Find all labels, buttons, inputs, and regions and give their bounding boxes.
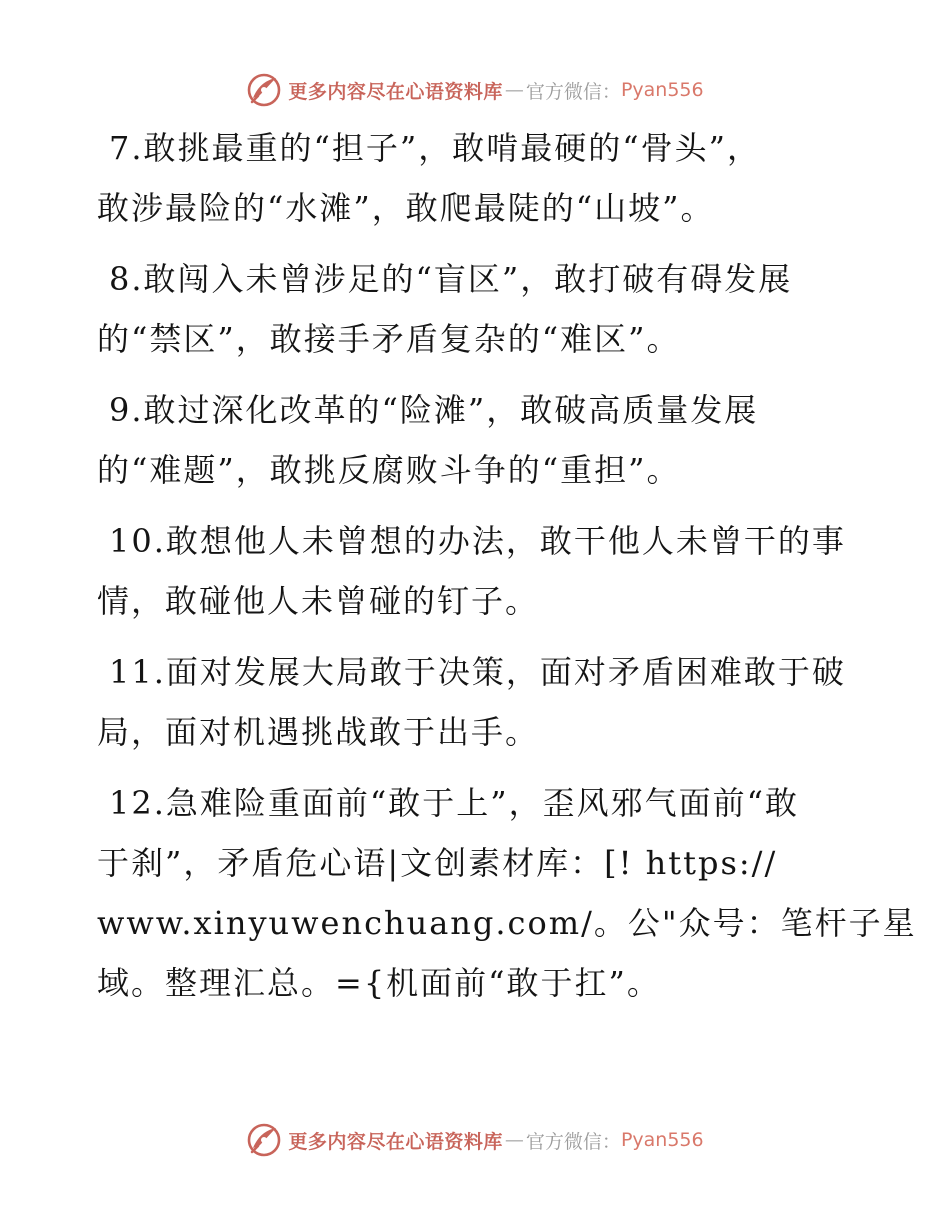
item-line-link: www.xinyuwenchuang.com/。公"众号：笔杆子星 <box>97 904 917 942</box>
page-header <box>0 70 950 110</box>
item-line: 8.敢闯入未曾涉足的“盲区”，敢打破有碍发展 <box>109 260 793 298</box>
wechat-label: 官方微信 <box>525 1130 602 1153</box>
list-item <box>97 249 857 369</box>
list-item <box>97 773 917 1013</box>
list-item <box>97 642 857 762</box>
list-item <box>97 380 857 500</box>
footer-dash: — <box>504 1129 524 1151</box>
wechat-id: Pyan556 <box>620 79 704 101</box>
brand-text: 更多内容尽在心语资料库 <box>288 1130 503 1153</box>
wechat-separator: ： <box>601 1130 621 1153</box>
document-body <box>97 118 917 1024</box>
wechat-label: 官方微信 <box>525 80 602 103</box>
item-line: 12.急难险重面前“敢于上”，歪风邪气面前“敢 <box>109 784 799 822</box>
item-line: 10.敢想他人未曾想的办法，敢干他人未曾干的事 <box>109 522 846 560</box>
header-dash: — <box>504 79 524 101</box>
page-footer <box>0 1120 950 1160</box>
brand <box>246 72 503 108</box>
item-line: 于刹”，矛盾危心语|文创素材库：[! https:// <box>97 844 778 882</box>
item-line: 域。整理汇总。={机面前“敢于扛”。 <box>97 964 661 1002</box>
wechat-separator: ： <box>601 80 621 103</box>
item-line: 局，面对机遇挑战敢于出手。 <box>97 713 540 751</box>
list-item <box>97 511 857 631</box>
quill-logo-icon <box>246 72 282 108</box>
item-line: 的“禁区”，敢接手矛盾复杂的“难区”。 <box>97 320 681 358</box>
list-item <box>97 118 857 238</box>
item-line: 敢涉最险的“水滩”，敢爬最陡的“山坡”。 <box>97 189 715 227</box>
item-line: 情，敢碰他人未曾碰的钉子。 <box>97 582 540 620</box>
brand-text: 更多内容尽在心语资料库 <box>288 80 503 103</box>
quill-logo-icon <box>246 1122 282 1158</box>
brand <box>246 1122 503 1158</box>
item-line: 9.敢过深化改革的“险滩”，敢破高质量发展 <box>109 391 759 429</box>
item-line: 11.面对发展大局敢于决策，面对矛盾困难敢于破 <box>109 653 846 691</box>
wechat-id: Pyan556 <box>620 1129 704 1151</box>
item-line: 7.敢挑最重的“担子”，敢啃最硬的“骨头”， <box>109 129 761 167</box>
item-line: 的“难题”，敢挑反腐败斗争的“重担”。 <box>97 451 681 489</box>
